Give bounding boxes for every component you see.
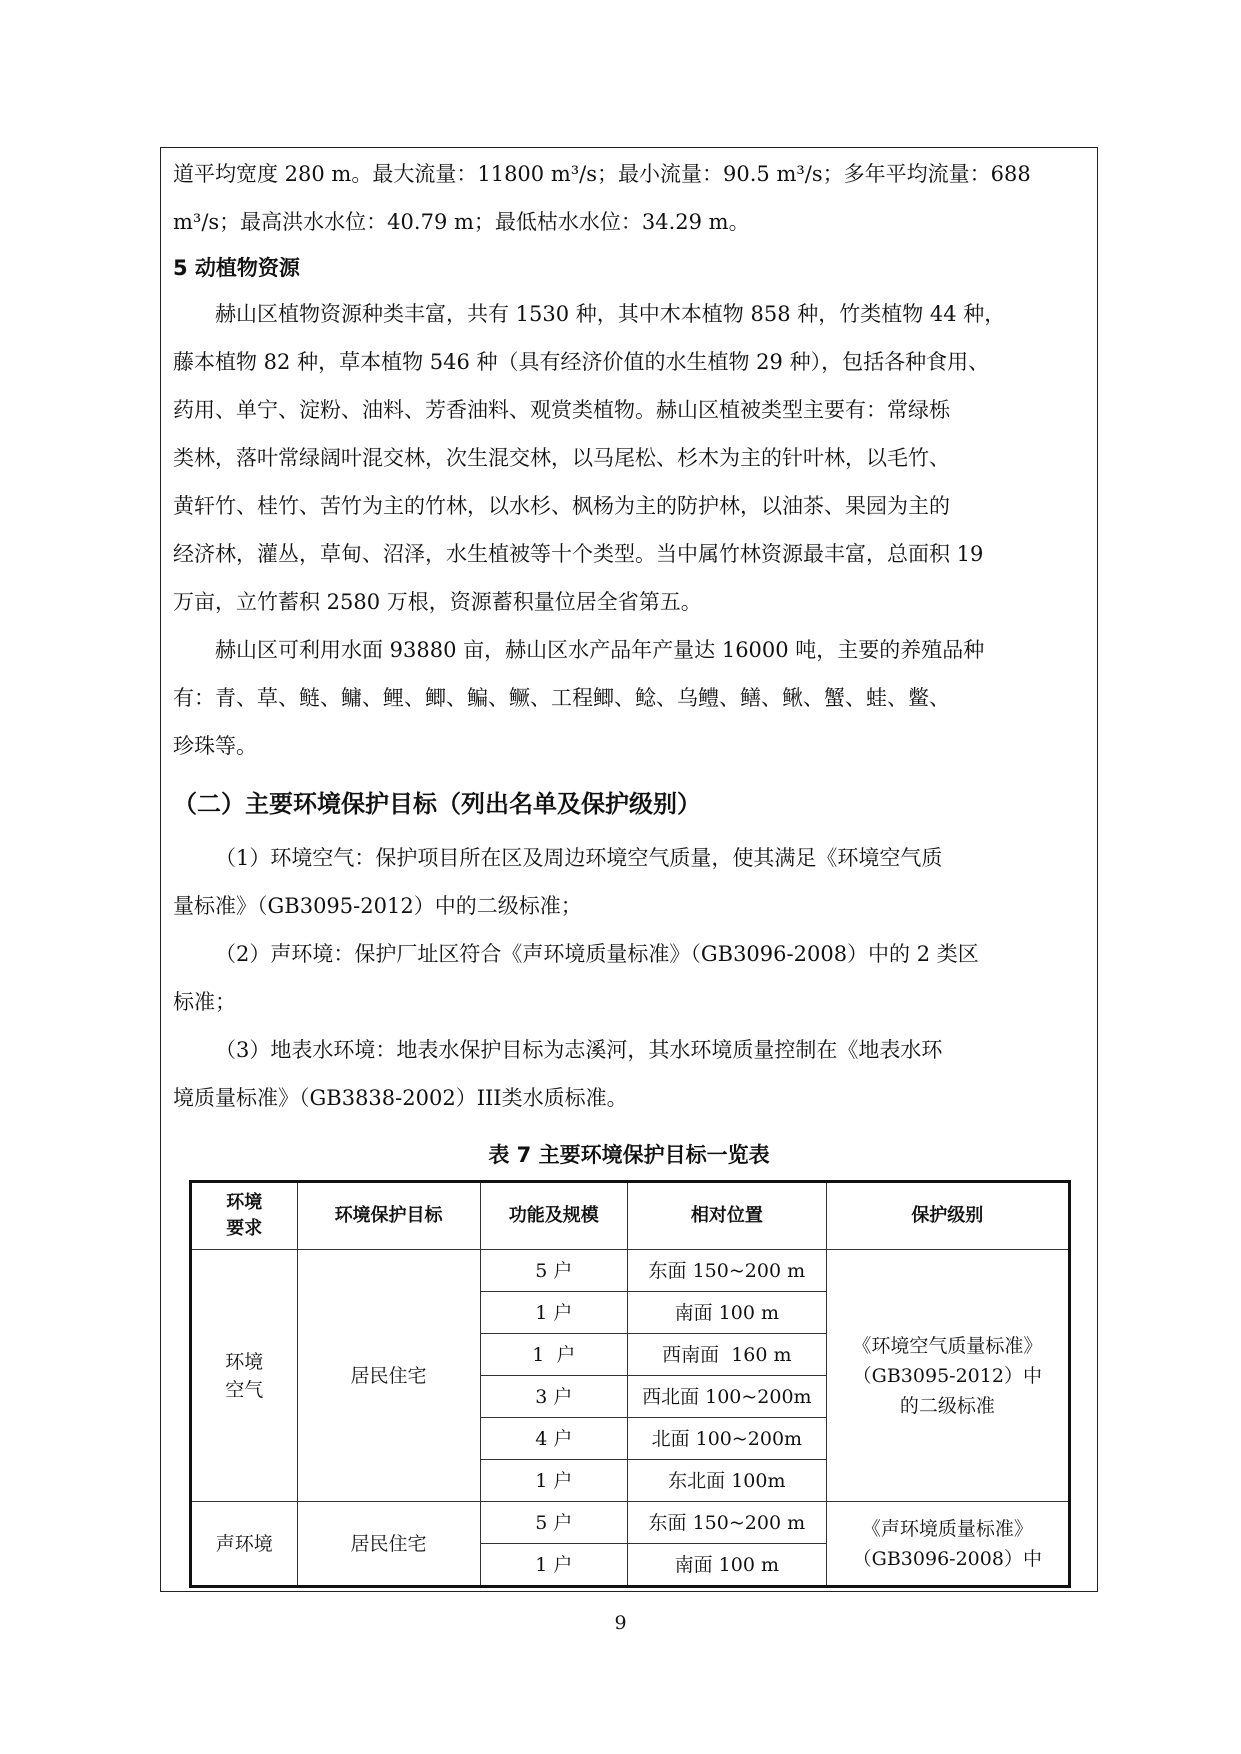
scale-cell: 3 户 (480, 1376, 627, 1418)
scale-cell: 1 户 (480, 1544, 627, 1587)
scale-cell: 1 户 (480, 1292, 627, 1334)
section-2-heading: （二）主要环境保护目标（列出名单及保护级别） (173, 790, 701, 818)
scale-cell: 5 户 (480, 1250, 627, 1292)
position-cell: 东面 150~200 m (628, 1502, 827, 1544)
table-header-row (191, 1182, 1070, 1250)
scale-cell: 5 户 (480, 1502, 627, 1544)
main-content (173, 150, 1091, 1122)
paragraph-line: 赫山区植物资源种类丰富，共有 1530 种，其中木本植物 858 种，竹类植物 44 种， (215, 302, 1006, 326)
position-cell: 东北面 100m (628, 1460, 827, 1502)
paragraph-line: 境质量标准》（GB3838-2002）III类水质标准。 (173, 1086, 628, 1110)
table-row (191, 1250, 1070, 1292)
target-cell: 居民住宅 (297, 1502, 480, 1587)
env-cell: 环境 空气 (191, 1250, 298, 1502)
paragraph-line: 赫山区可利用水面 93880 亩，赫山区水产品年产量达 16000 吨，主要的养殖品种 (215, 638, 985, 662)
paragraph-line: 黄轩竹、桂竹、苦竹为主的竹林，以水杉、枫杨为主的防护林，以油茶、果园为主的 (173, 494, 950, 518)
position-cell: 南面 100 m (628, 1544, 827, 1587)
header-target: 环境保护目标 (297, 1182, 480, 1250)
level-cell: 《声环境质量标准》（GB3096-2008）中 (826, 1502, 1069, 1587)
scale-cell: 4 户 (480, 1418, 627, 1460)
header-protection-level: 保护级别 (826, 1182, 1069, 1250)
scale-cell: 1 户 (480, 1334, 627, 1376)
paragraph-line: 藤本植物 82 种，草本植物 546 种（具有经济价值的水生植物 29 种），包括各种食用、 (173, 350, 990, 374)
page-number: 9 (614, 1612, 627, 1634)
scale-cell: 1 户 (480, 1460, 627, 1502)
paragraph-line: 珍珠等。 (173, 734, 257, 758)
header-function-scale: 功能及规模 (480, 1182, 627, 1250)
table-row (191, 1502, 1070, 1544)
position-cell: 北面 100~200m (628, 1418, 827, 1460)
paragraph-line: 药用、单宁、淀粉、油料、芳香油料、观赏类植物。赫山区植被类型主要有：常绿栎 (173, 398, 950, 422)
table-caption: 表 7 主要环境保护目标一览表 (488, 1143, 770, 1167)
section-5-heading: 5 动植物资源 (173, 256, 300, 280)
position-cell: 东面 150~200 m (628, 1250, 827, 1292)
position-cell: 西南面 160 m (628, 1334, 827, 1376)
paragraph-line: 有：青、草、鲢、鳙、鲤、鲫、鳊、鳜、工程鲫、鲶、乌鳢、鳝、鳅、蟹、蛙、鳖、 (173, 686, 950, 710)
paragraph-line: （3）地表水环境：地表水保护目标为志溪河，其水环境质量控制在《地表水环 (215, 1038, 943, 1062)
env-cell: 声环境 (191, 1502, 298, 1587)
position-cell: 南面 100 m (628, 1292, 827, 1334)
paragraph-line: m³/s；最高洪水水位：40.79 m；最低枯水水位：34.29 m。 (173, 210, 750, 234)
header-relative-position: 相对位置 (628, 1182, 827, 1250)
target-cell: 居民住宅 (297, 1250, 480, 1502)
protection-targets-table (189, 1180, 1071, 1588)
paragraph-line: 标准； (173, 990, 236, 1014)
paragraph-line: 道平均宽度 280 m。最大流量：11800 m³/s；最小流量：90.5 m³/s；多年平均流量：688 (173, 162, 1031, 186)
paragraph-line: （2）声环境：保护厂址区符合《声环境质量标准》（GB3096-2008）中的 2 类区 (215, 942, 979, 966)
header-env-requirement: 环境 要求 (191, 1182, 298, 1250)
paragraph-line: 类林，落叶常绿阔叶混交林，次生混交林，以马尾松、杉木为主的针叶林，以毛竹、 (173, 446, 950, 470)
paragraph-line: 万亩，立竹蓄积 2580 万根，资源蓄积量位居全省第五。 (173, 590, 702, 614)
position-cell: 西北面 100~200m (628, 1376, 827, 1418)
paragraph-line: （1）环境空气：保护项目所在区及周边环境空气质量，使其满足《环境空气质 (215, 846, 943, 870)
level-cell: 《环境空气质量标准》（GB3095-2012）中的二级标准 (826, 1250, 1069, 1502)
paragraph-line: 量标准》（GB3095-2012）中的二级标准； (173, 894, 582, 918)
paragraph-line: 经济林，灌丛，草甸、沼泽，水生植被等十个类型。当中属竹林资源最丰富，总面积 19 (173, 542, 984, 566)
